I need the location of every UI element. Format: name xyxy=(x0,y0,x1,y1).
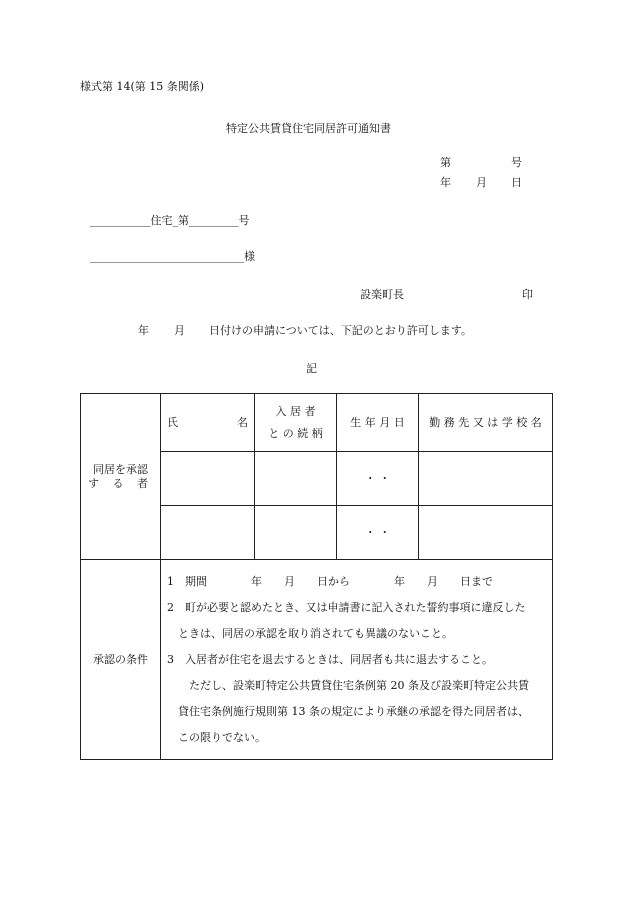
address-blank: ___________ xyxy=(90,214,151,227)
condition-line: 1 期間 年 月 日から 年 月 日まで xyxy=(167,574,493,588)
address-go: 号 xyxy=(238,214,250,227)
address-number-blank: _________ xyxy=(189,214,239,227)
intro-month: 月 xyxy=(174,324,185,337)
row1-name-cell xyxy=(161,452,255,506)
date-day: 日 xyxy=(511,176,522,189)
issuer-name: 設楽町長 xyxy=(360,288,404,301)
row1-relation-cell xyxy=(255,452,337,506)
date-month: 月 xyxy=(476,176,487,189)
header-birth: 生 年 月 日 xyxy=(337,394,419,452)
recipient-line xyxy=(90,250,255,264)
condition-line: 3 入居者が住宅を退去するときは、同居者も共に退去すること。 xyxy=(167,652,493,666)
condition-line: 2 町が必要と認めたとき、又は申請書に記入された誓約事項に違反した xyxy=(167,600,526,614)
date-year: 年 xyxy=(440,176,451,189)
form-code: 様式第 14(第 15 条関係) xyxy=(80,80,205,93)
header-name-right: 名 xyxy=(237,415,248,429)
header-name-left: 氏 xyxy=(167,415,178,429)
condition-line: この限りでない。 xyxy=(167,730,266,744)
header-name xyxy=(161,394,255,452)
header-relation-line2: と の 続 柄 xyxy=(268,426,323,440)
cohabitant-label-line2: す る 者 xyxy=(88,476,153,490)
row1-work-cell xyxy=(419,452,553,506)
address-dai: 第 xyxy=(178,214,189,227)
conditions-label: 承認の条件 xyxy=(81,560,161,760)
intro-year: 年 xyxy=(138,324,149,337)
row2-relation-cell xyxy=(255,506,337,560)
row2-birth-cell: ・ ・ xyxy=(337,506,419,560)
ki-heading: 記 xyxy=(306,362,317,375)
recipient-blank: ____________________________ xyxy=(90,250,244,263)
number-go: 号 xyxy=(511,156,522,169)
document-title: 特定公共賃貸住宅同居許可通知書 xyxy=(226,122,391,135)
number-dai: 第 xyxy=(440,156,451,169)
cohabitant-label xyxy=(81,394,161,560)
conditions-cell xyxy=(161,560,553,760)
address-jutaku: 住宅 xyxy=(150,214,173,227)
header-relation xyxy=(255,394,337,452)
issuer-seal: 印 xyxy=(522,288,533,301)
address-sep: _ xyxy=(172,214,178,227)
address-line xyxy=(90,214,250,228)
condition-line: ただし、設楽町特定公共賃貸住宅条例第 20 条及び設楽町特定公共賃 xyxy=(167,678,529,692)
condition-line: ときは、同居の承認を取り消されても異議のないこと。 xyxy=(167,626,453,640)
row2-work-cell xyxy=(419,506,553,560)
table-header-row xyxy=(81,394,553,452)
row2-name-cell xyxy=(161,506,255,560)
condition-line: 貸住宅条例施行規則第 13 条の規定により承継の承認を得た同居者は、 xyxy=(167,704,529,718)
header-work: 勤 務 先 又 は 学 校 名 xyxy=(419,394,553,452)
cohabitant-table xyxy=(80,393,553,760)
cohabitant-label-line1: 同居を承認 xyxy=(93,462,148,476)
header-relation-line1: 入 居 者 xyxy=(275,404,316,418)
row1-birth-cell: ・ ・ xyxy=(337,452,419,506)
conditions-row xyxy=(81,560,553,760)
intro-text: 日付けの申請については、下記のとおり許可します。 xyxy=(209,324,472,337)
recipient-sama: 様 xyxy=(244,250,255,263)
